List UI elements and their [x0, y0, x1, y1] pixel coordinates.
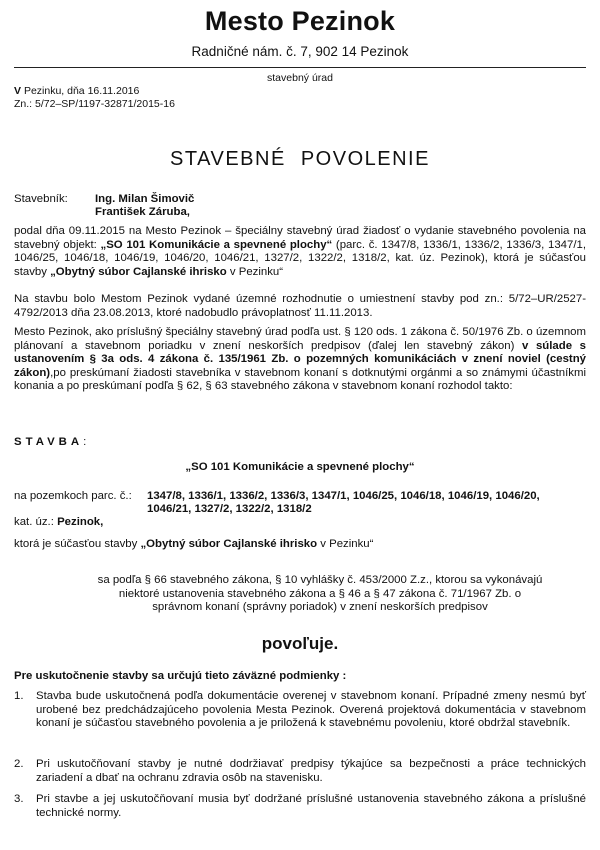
builder-name-1: Ing. Milan Šimovič	[95, 193, 195, 205]
application-paragraph	[14, 225, 586, 279]
condition-text: Stavba bude uskutočnená podľa dokumentácie overenej v stavebnom konaní. Prípadné zmeny nesmú byť urobené bez predchádzajúceho povolenia Mesta Pezinok. Overená projektová dokumentácia v stavebnom konaní je súčasťou stavebného povolenia a je priložená k stavebnému povoleniu, ktoré obdržal stavebník.	[36, 690, 586, 730]
p3-text-a: Mesto Pezinok, ako príslušný špeciálny stavebný úrad podľa ust. § 120 ods. 1 zákona č. 50/1976 Zb. o územnom plánovaní a stavebnom poriadku v znení neskorších predpisov (ďalej len stavebný zákon)	[14, 326, 586, 352]
stavba-heading-text: STAVBA	[14, 436, 84, 448]
builder-name-2: František Záruba,	[95, 206, 190, 218]
place-date-value: Pezinku, dňa 16.11.2016	[23, 85, 140, 97]
office-name: stavebný úrad	[267, 72, 333, 84]
cadastral-label: kat. úz.:	[14, 516, 54, 528]
stavba-heading-colon: :	[83, 436, 87, 448]
conditions-heading: Pre uskutočnenie stavby sa určujú tieto záväzné podmienky :	[14, 670, 347, 682]
cadastral-area	[14, 516, 103, 530]
p3-text-c: ,po preskúmaní žiadosti stavebníka v stavebnom konaní s dotknutými orgánmi a so známymi účastníkmi konania a po preskúmaní podľa § 62, § 63 stavebného zákona v stavebnom konaní rozhodol takto:	[14, 366, 586, 393]
builder-label: Stavebník:	[14, 193, 68, 205]
part-of-project	[14, 538, 373, 552]
part-of-text-c: v Pezinku“	[317, 538, 374, 550]
legal-basis: sa podľa § 66 stavebného zákona, § 10 vyhlášky č. 453/2000 Z.z., ktorou sa vykonávajú niektoré ustanovenia stavebného zákona a § 46 a § 47 zákona č. 71/1967 Zb. o správnom konaní (správny poriadok) v znení neskorších predpisov	[97, 574, 543, 614]
parcels-label: na pozemkoch parc. č.:	[14, 490, 132, 502]
header-divider	[14, 67, 586, 68]
place-date	[14, 85, 139, 98]
place-date-prefix: V	[14, 85, 22, 97]
parcels-line-2: 1046/21, 1327/2, 1322/2, 1318/2	[147, 503, 312, 515]
condition-text: Pri stavbe a jej uskutočňovaní musia byť dodržané príslušné ustanovenia stavebného zákona a príslušné technické normy.	[36, 793, 586, 819]
reference-value: 5/72–SP/1197-32871/2015-16	[35, 98, 175, 110]
p1-text-e: v Pezinku“	[226, 265, 284, 278]
office-address: Radničné nám. č. 7, 902 14 Pezinok	[191, 44, 409, 59]
stavba-heading	[14, 436, 86, 448]
condition-number: 1.	[14, 690, 24, 702]
cadastral-value: Pezinok,	[57, 516, 104, 528]
reference-number	[14, 98, 175, 111]
part-of-text-a: ktorá je súčasťou stavby	[14, 538, 141, 550]
p1-text-a: podal dňa 09.11.2015 na Mesto Pezinok – špeciálny stavebný úrad žiadosť o vydanie stavebného povolenia na stavebný objekt:	[14, 225, 586, 251]
document-title: STAVEBNÉ POVOLENIE	[170, 148, 430, 170]
condition-text: Pri uskutočňovaní stavby je nutné dodržiavať predpisy týkajúce sa bezpečnosti a práce technických zariadení a dbať na ochranu zdravia osôb na stavenisku.	[36, 758, 586, 784]
condition-number: 2.	[14, 758, 24, 770]
part-of-project-name: „Obytný súbor Cajlanské ihrisko	[140, 538, 318, 550]
p3-law-reference: v súlade s ustanovením § 3a ods. 4 zákona č. 135/1961 Zb. o pozemných komunikáciách v znení noviel (cestný zákon)	[14, 339, 586, 379]
city-title: Mesto Pezinok	[204, 6, 396, 36]
verdict: povoľuje.	[261, 634, 339, 653]
decision-paragraph	[14, 326, 586, 394]
stavba-object-name: „SO 101 Komunikácie a spevnené plochy“	[185, 461, 415, 473]
reference-label: Zn.:	[14, 98, 33, 110]
p1-project-name: „Obytný súbor Cajlanské ihrisko	[50, 265, 227, 278]
condition-number: 3.	[14, 793, 24, 805]
zoning-paragraph: Na stavbu bolo Mestom Pezinok vydané územné rozhodnutie o umiestnení stavby pod zn.: 5/72–UR/2527-4792/2013 dňa 23.08.2013, ktoré nadobudlo právoplatnosť 11.11.2013.	[14, 293, 586, 319]
parcels-line-1: 1347/8, 1336/1, 1336/2, 1336/3, 1347/1, 1046/25, 1046/18, 1046/19, 1046/20,	[147, 490, 540, 502]
p1-object-name: „SO 101 Komunikácie a spevnené plochy“	[100, 238, 333, 251]
p1-text-c: (parc. č. 1347/8, 1336/1, 1336/2, 1336/3, 1347/1, 1046/25, 1046/18, 1046/19, 1046/20, 1046/21, 1327/2, 1322/2, 1318/2, kat. úz. Pezinok), ktorá je súčasťou stavby	[14, 238, 586, 278]
